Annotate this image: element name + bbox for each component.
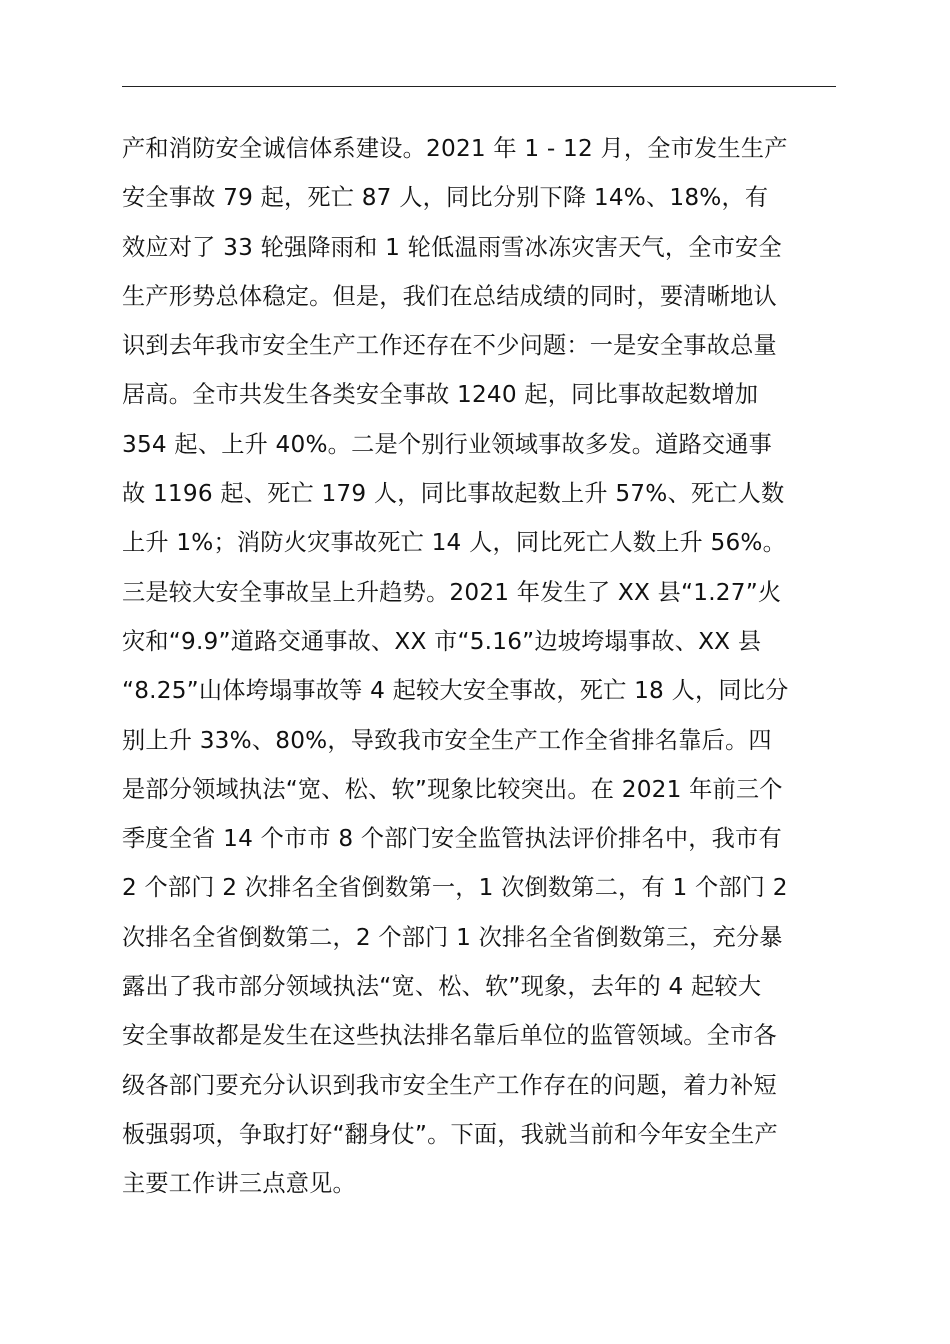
text-line: 识到去年我市安全生产工作还存在不少问题：一是安全事故总量: [122, 332, 777, 360]
text-line: 是部分领域执法“宽、松、软”现象比较突出。在 2021 年前三个: [122, 775, 783, 803]
text-line: 次排名全省倒数第二，2 个部门 1 次排名全省倒数第三，充分暴: [122, 923, 783, 951]
text-line: 生产形势总体稳定。但是，我们在总结成绩的同时，要清晰地认: [122, 282, 777, 310]
text-line: 季度全省 14 个市市 8 个部门安全监管执法评价排名中，我市有: [122, 825, 782, 853]
text-line: 级各部门要充分认识到我市安全生产工作存在的问题，着力补短: [122, 1071, 777, 1099]
text-line: 上升 1%；消防火灾事故死亡 14 人，同比死亡人数上升 56%。: [122, 529, 787, 557]
text-line: 354 起、上升 40%。二是个别行业领域事故多发。道路交通事: [122, 430, 773, 458]
header-rule: [122, 86, 836, 87]
text-line: 露出了我市部分领域执法“宽、松、软”现象，去年的 4 起较大: [122, 973, 762, 1001]
text-line: 2 个部门 2 次排名全省倒数第一，1 次倒数第二，有 1 个部门 2: [122, 874, 788, 902]
body-paragraph: [122, 124, 862, 1209]
text-line: 故 1196 起、死亡 179 人，同比事故起数上升 57%、死亡人数: [122, 480, 785, 508]
text-line: 灾和“9.9”道路交通事故、XX 市“5.16”边坡垮塌事故、XX 县: [122, 627, 762, 655]
text-line: 居高。全市共发生各类安全事故 1240 起，同比事故起数增加: [122, 381, 759, 409]
text-line: 主要工作讲三点意见。: [122, 1170, 356, 1198]
text-line: 别上升 33%、80%，导致我市安全生产工作全省排名靠后。四: [122, 726, 772, 754]
text-line: 安全事故都是发生在这些执法排名靠后单位的监管领域。全市各: [122, 1022, 777, 1050]
text-line: 三是较大安全事故呈上升趋势。2021 年发生了 XX 县“1.27”火: [122, 578, 782, 606]
text-line: 板强弱项，争取打好“翻身仗”。下面，我就当前和今年安全生产: [122, 1120, 778, 1148]
text-line: 安全事故 79 起，死亡 87 人，同比分别下降 14%、18%，有: [122, 184, 769, 212]
text-line: “8.25”山体垮塌事故等 4 起较大安全事故，死亡 18 人，同比分: [122, 677, 789, 705]
text-line: 效应对了 33 轮强降雨和 1 轮低温雨雪冰冻灾害天气，全市安全: [122, 233, 782, 261]
text-line: 产和消防安全诚信体系建设。2021 年 1 - 12 月，全市发生生产: [122, 135, 788, 162]
